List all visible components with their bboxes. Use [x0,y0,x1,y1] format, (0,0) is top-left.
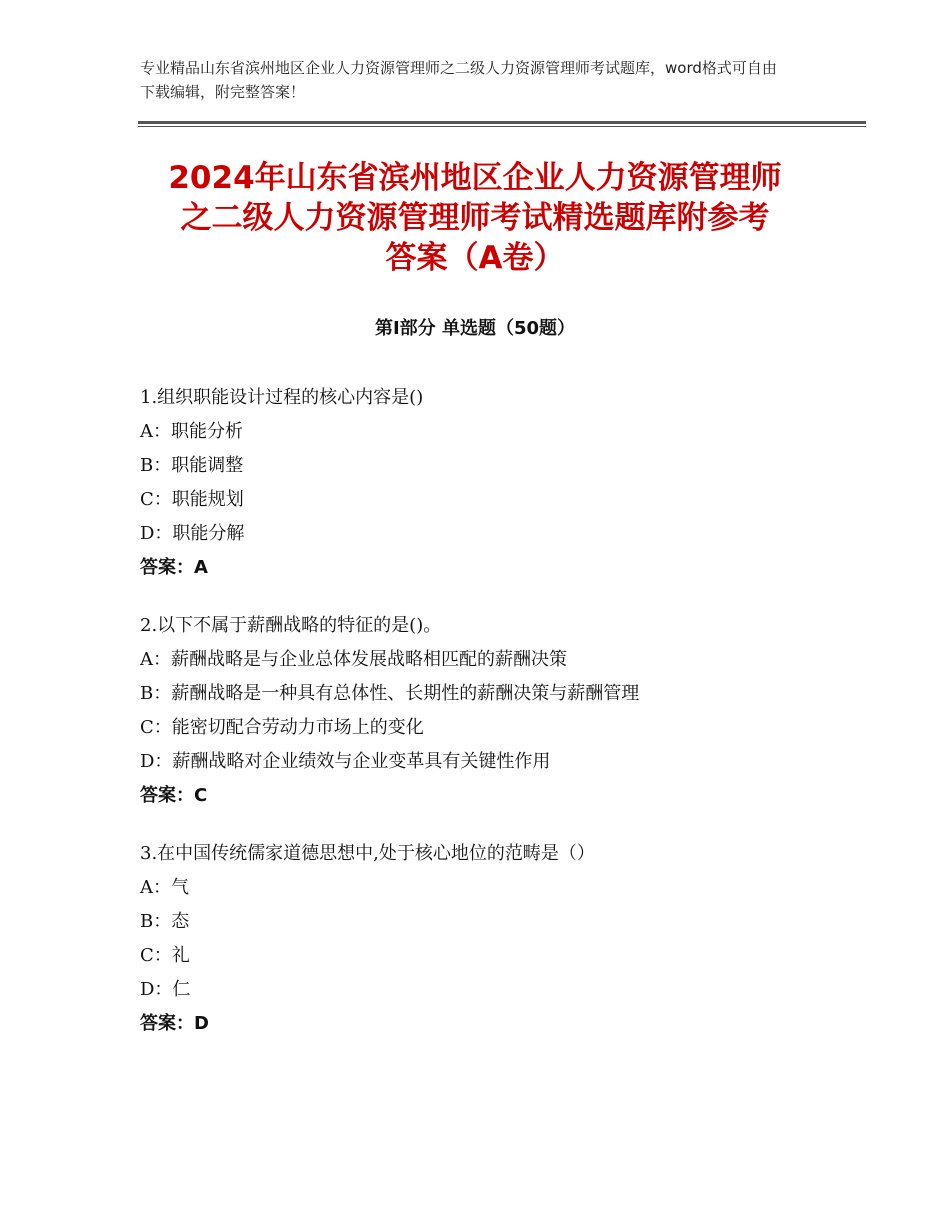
document-title [100,158,850,278]
option-c: C：能密切配合劳动力市场上的变化 [140,717,424,738]
option-d: D：职能分解 [140,523,245,544]
question-2 [140,609,860,813]
question-3 [140,837,860,1041]
answer-line: 答案：A [140,557,208,578]
option-a: A：职能分析 [140,421,243,442]
option-c: C：职能规划 [140,489,244,510]
header-divider-thick [138,121,866,124]
question-1 [140,381,860,585]
header-note: 专业精品山东省滨州地区企业人力资源管理师之二级人力资源管理师考试题库，word格式可自由下载编辑，附完整答案！ [140,59,777,101]
title-line: 之二级人力资源管理师考试精选题库附参考 [180,200,770,236]
option-b: B：薪酬战略是一种具有总体性、长期性的薪酬决策与薪酬管理 [140,683,640,704]
option-d: D：仁 [140,979,191,1000]
option-b: B：态 [140,911,190,932]
answer-line: 答案：C [140,785,208,806]
title-line: 答案（A卷） [385,240,565,276]
answer-line: 答案：D [140,1013,209,1034]
question-stem: 1.组织职能设计过程的核心内容是() [140,387,424,408]
option-c: C：礼 [140,945,190,966]
title-line: 2024年山东省滨州地区企业人力资源管理师 [168,160,782,196]
question-list [140,381,860,1065]
question-stem: 2.以下不属于薪酬战略的特征的是()。 [140,615,442,636]
section-title: 第Ⅰ部分 单选题（50题） [374,318,575,339]
option-b: B：职能调整 [140,455,244,476]
question-stem: 3.在中国传统儒家道德思想中,处于核心地位的范畴是（） [140,843,595,864]
header-divider-thin [138,126,866,127]
option-a: A：薪酬战略是与企业总体发展战略相匹配的薪酬决策 [140,649,567,670]
option-a: A：气 [140,877,189,898]
option-d: D：薪酬战略对企业绩效与企业变革具有关键性作用 [140,751,551,772]
